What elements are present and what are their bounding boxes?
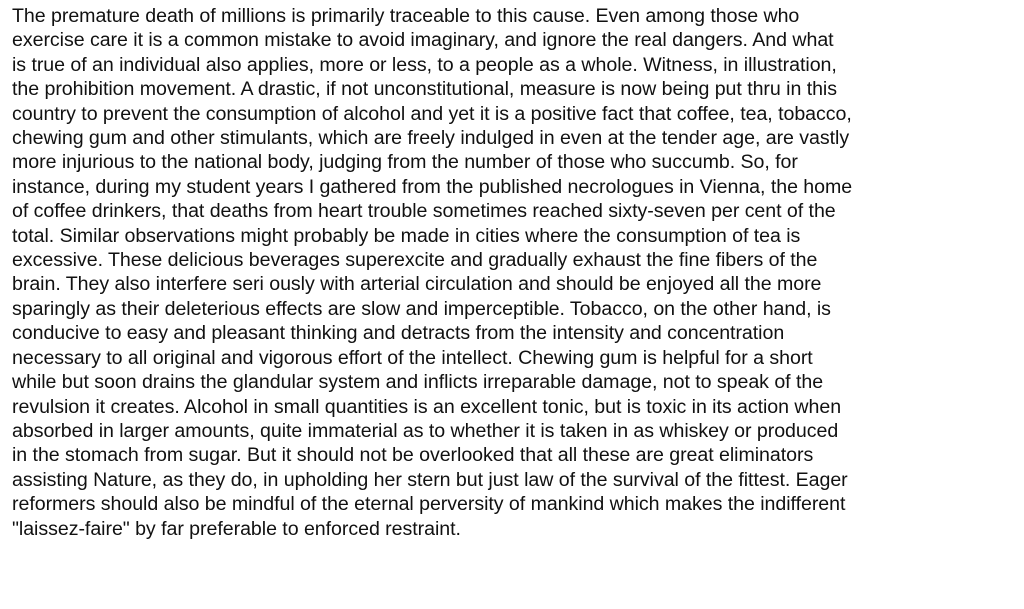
text-line: country to prevent the consumption of alcohol and yet it is a positive fact that coffee, tea, tobacco, [12, 102, 852, 125]
text-line: instance, during my student years I gathered from the published necrologues in Vienna, the home [12, 175, 853, 198]
text-line: sparingly as their deleterious effects are slow and imperceptible. Tobacco, on the other hand, is [12, 297, 831, 320]
text-line: of coffee drinkers, that deaths from heart trouble sometimes reached sixty-seven per cent of the [12, 200, 836, 223]
text-line: is true of an individual also applies, more or less, to a people as a whole. Witness, in illustration, [12, 53, 837, 76]
text-line: "laissez-faire" by far preferable to enforced restraint. [12, 517, 461, 540]
text-line: exercise care it is a common mistake to avoid imaginary, and ignore the real dangers. And what [12, 29, 834, 52]
text-line: conducive to easy and pleasant thinking and detracts from the intensity and concentration [12, 322, 785, 345]
text-line: in the stomach from sugar. But it should not be overlooked that all these are great eliminators [12, 444, 814, 467]
text-line: The premature death of millions is primarily traceable to this cause. Even among those who [12, 5, 800, 27]
text-line: excessive. These delicious beverages superexcite and gradually exhaust the fine fibers of the [12, 249, 818, 272]
text-line: assisting Nature, as they do, in upholding her stern but just law of the survival of the fittest. Eager [12, 468, 848, 491]
text-line: absorbed in larger amounts, quite immaterial as to whether it is taken in as whiskey or produced [12, 419, 839, 442]
body-paragraph [12, 4, 1022, 541]
text-line: necessary to all original and vigorous effort of the intellect. Chewing gum is helpful for a short [12, 346, 813, 369]
text-line: while but soon drains the glandular system and inflicts irreparable damage, not to speak of the [12, 371, 824, 394]
text-line: brain. They also interfere seri ously with arterial circulation and should be enjoyed all the more [12, 273, 822, 296]
text-line: chewing gum and other stimulants, which are freely indulged in even at the tender age, are vastly [12, 127, 850, 150]
text-line: the prohibition movement. A drastic, if not unconstitutional, measure is now being put thru in this [12, 78, 837, 101]
text-line: reformers should also be mindful of the eternal perversity of mankind which makes the indifferent [12, 493, 846, 516]
text-line: more injurious to the national body, judging from the number of those who succumb. So, for [12, 151, 798, 174]
text-line: revulsion it creates. Alcohol in small quantities is an excellent tonic, but is toxic in its action when [12, 395, 842, 418]
text-line: total. Similar observations might probably be made in cities where the consumption of tea is [12, 224, 801, 247]
